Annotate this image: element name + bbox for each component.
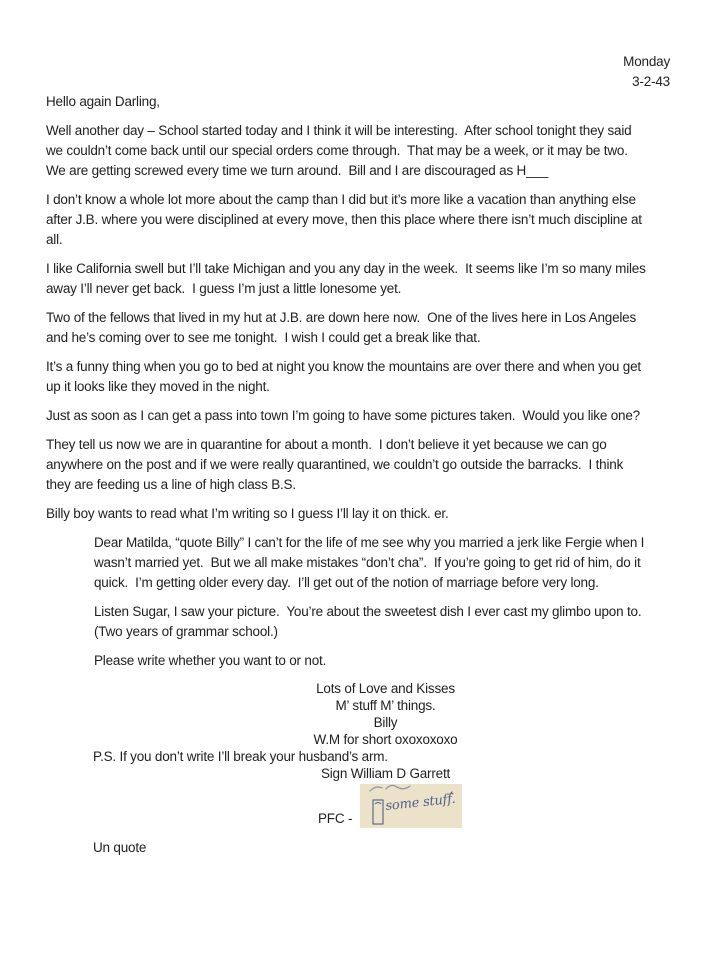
- date-line: Monday: [623, 54, 670, 69]
- closing-block: [101, 680, 670, 748]
- paragraph: [46, 435, 670, 495]
- letter-line: quick. I’m getting older every day. I’ll get out of the notion of marriage before very long.: [94, 575, 599, 590]
- letter-line: They tell us now we are in quarantine for about a month. I don’t believe it yet because we can go: [46, 437, 607, 452]
- letter-line: Just as soon as I can get a pass into town I’m going to have some pictures taken. Would you like one?: [46, 408, 640, 423]
- letter-body: [46, 121, 670, 524]
- letter-line: I like California swell but I’ll take Michigan and you any day in the week. It seems like I’m so many miles: [46, 261, 646, 276]
- letter-line: all.: [46, 232, 63, 247]
- salutation: Hello again Darling,: [46, 94, 160, 109]
- paragraph: [46, 406, 670, 426]
- paragraph: [46, 357, 670, 397]
- quoted-paragraph: [46, 651, 670, 671]
- quoted-paragraph: [46, 533, 670, 593]
- signature-scan-image: [360, 784, 462, 828]
- letter-line: wasn’t married yet. But we all make mistakes “don’t cha”. If you’re going to get rid of him, do it: [94, 555, 641, 570]
- letter-line: It’s a funny thing when you go to bed at night you know the mountains are over there and when you get: [46, 359, 641, 374]
- letter-line: and he’s coming over to see me tonight. I wish I could get a break like that.: [46, 330, 481, 345]
- letter-line: Billy boy wants to read what I’m writing so I guess I’ll lay it on thick. er.: [46, 506, 449, 521]
- signature-line: Sign William D Garrett: [320, 766, 451, 781]
- letter-line: Well another day – School started today and I think it will be interesting. After school tonight they said: [46, 123, 632, 138]
- quoted-block: [46, 533, 670, 671]
- pfc-row: [46, 782, 670, 828]
- letter-line: We are getting screwed every time we turn around. Bill and I are discouraged as H___: [46, 163, 549, 178]
- pfc-label: PFC -: [318, 811, 356, 826]
- paragraph: [46, 259, 670, 299]
- letter-line: anywhere on the post and if we were really quarantined, we couldn’t go outside the barracks. I think: [46, 457, 624, 472]
- letter-line: up it looks like they moved in the night.: [46, 379, 270, 394]
- closing-line: W.M for short oxoxoxoxo: [313, 732, 458, 747]
- closing-line: Lots of Love and Kisses: [316, 681, 455, 696]
- paragraph: [46, 504, 670, 524]
- letter-line: Dear Matilda, “quote Billy” I can’t for the life of me see why you married a jerk like Fergie when I: [94, 535, 645, 550]
- letter-line: they are feeding us a line of high class B.S.: [46, 477, 296, 492]
- unquote-line: Un quote: [93, 840, 147, 855]
- letter-line: I don’t know a whole lot more about the camp than I did but it’s more like a vacation than anything else: [46, 192, 636, 207]
- letter-line: (Two years of grammar school.): [94, 624, 278, 639]
- letter-line: after J.B. where you were disciplined at every move, then this place where there isn’t much discipline at: [46, 212, 642, 227]
- letter-line: Listen Sugar, I saw your picture. You’re about the sweetest dish I ever cast my glimbo upon to.: [94, 604, 642, 619]
- paragraph: [46, 121, 670, 181]
- quoted-paragraph: [46, 602, 670, 642]
- closing-line: Billy: [373, 715, 398, 730]
- date-block: [46, 52, 670, 92]
- letter-line: we couldn’t come back until our special orders come through. That may be a week, or it may be two.: [46, 143, 628, 158]
- letter-line: away I’ll never get back. I guess I’m just a little lonesome yet.: [46, 281, 402, 296]
- paragraph: [46, 190, 670, 250]
- letter-line: Please write whether you want to or not.: [94, 653, 327, 668]
- signature-handwriting: some stuff.: [384, 791, 456, 814]
- ps-line: P.S. If you don’t write I’ll break your husband’s arm.: [93, 749, 388, 764]
- date-line: 3-2-43: [632, 74, 670, 89]
- closing-line: M’ stuff M’ things.: [335, 698, 436, 713]
- letter-line: Two of the fellows that lived in my hut at J.B. are down here now. One of the lives here in Los Angeles: [46, 310, 637, 325]
- paragraph: [46, 308, 670, 348]
